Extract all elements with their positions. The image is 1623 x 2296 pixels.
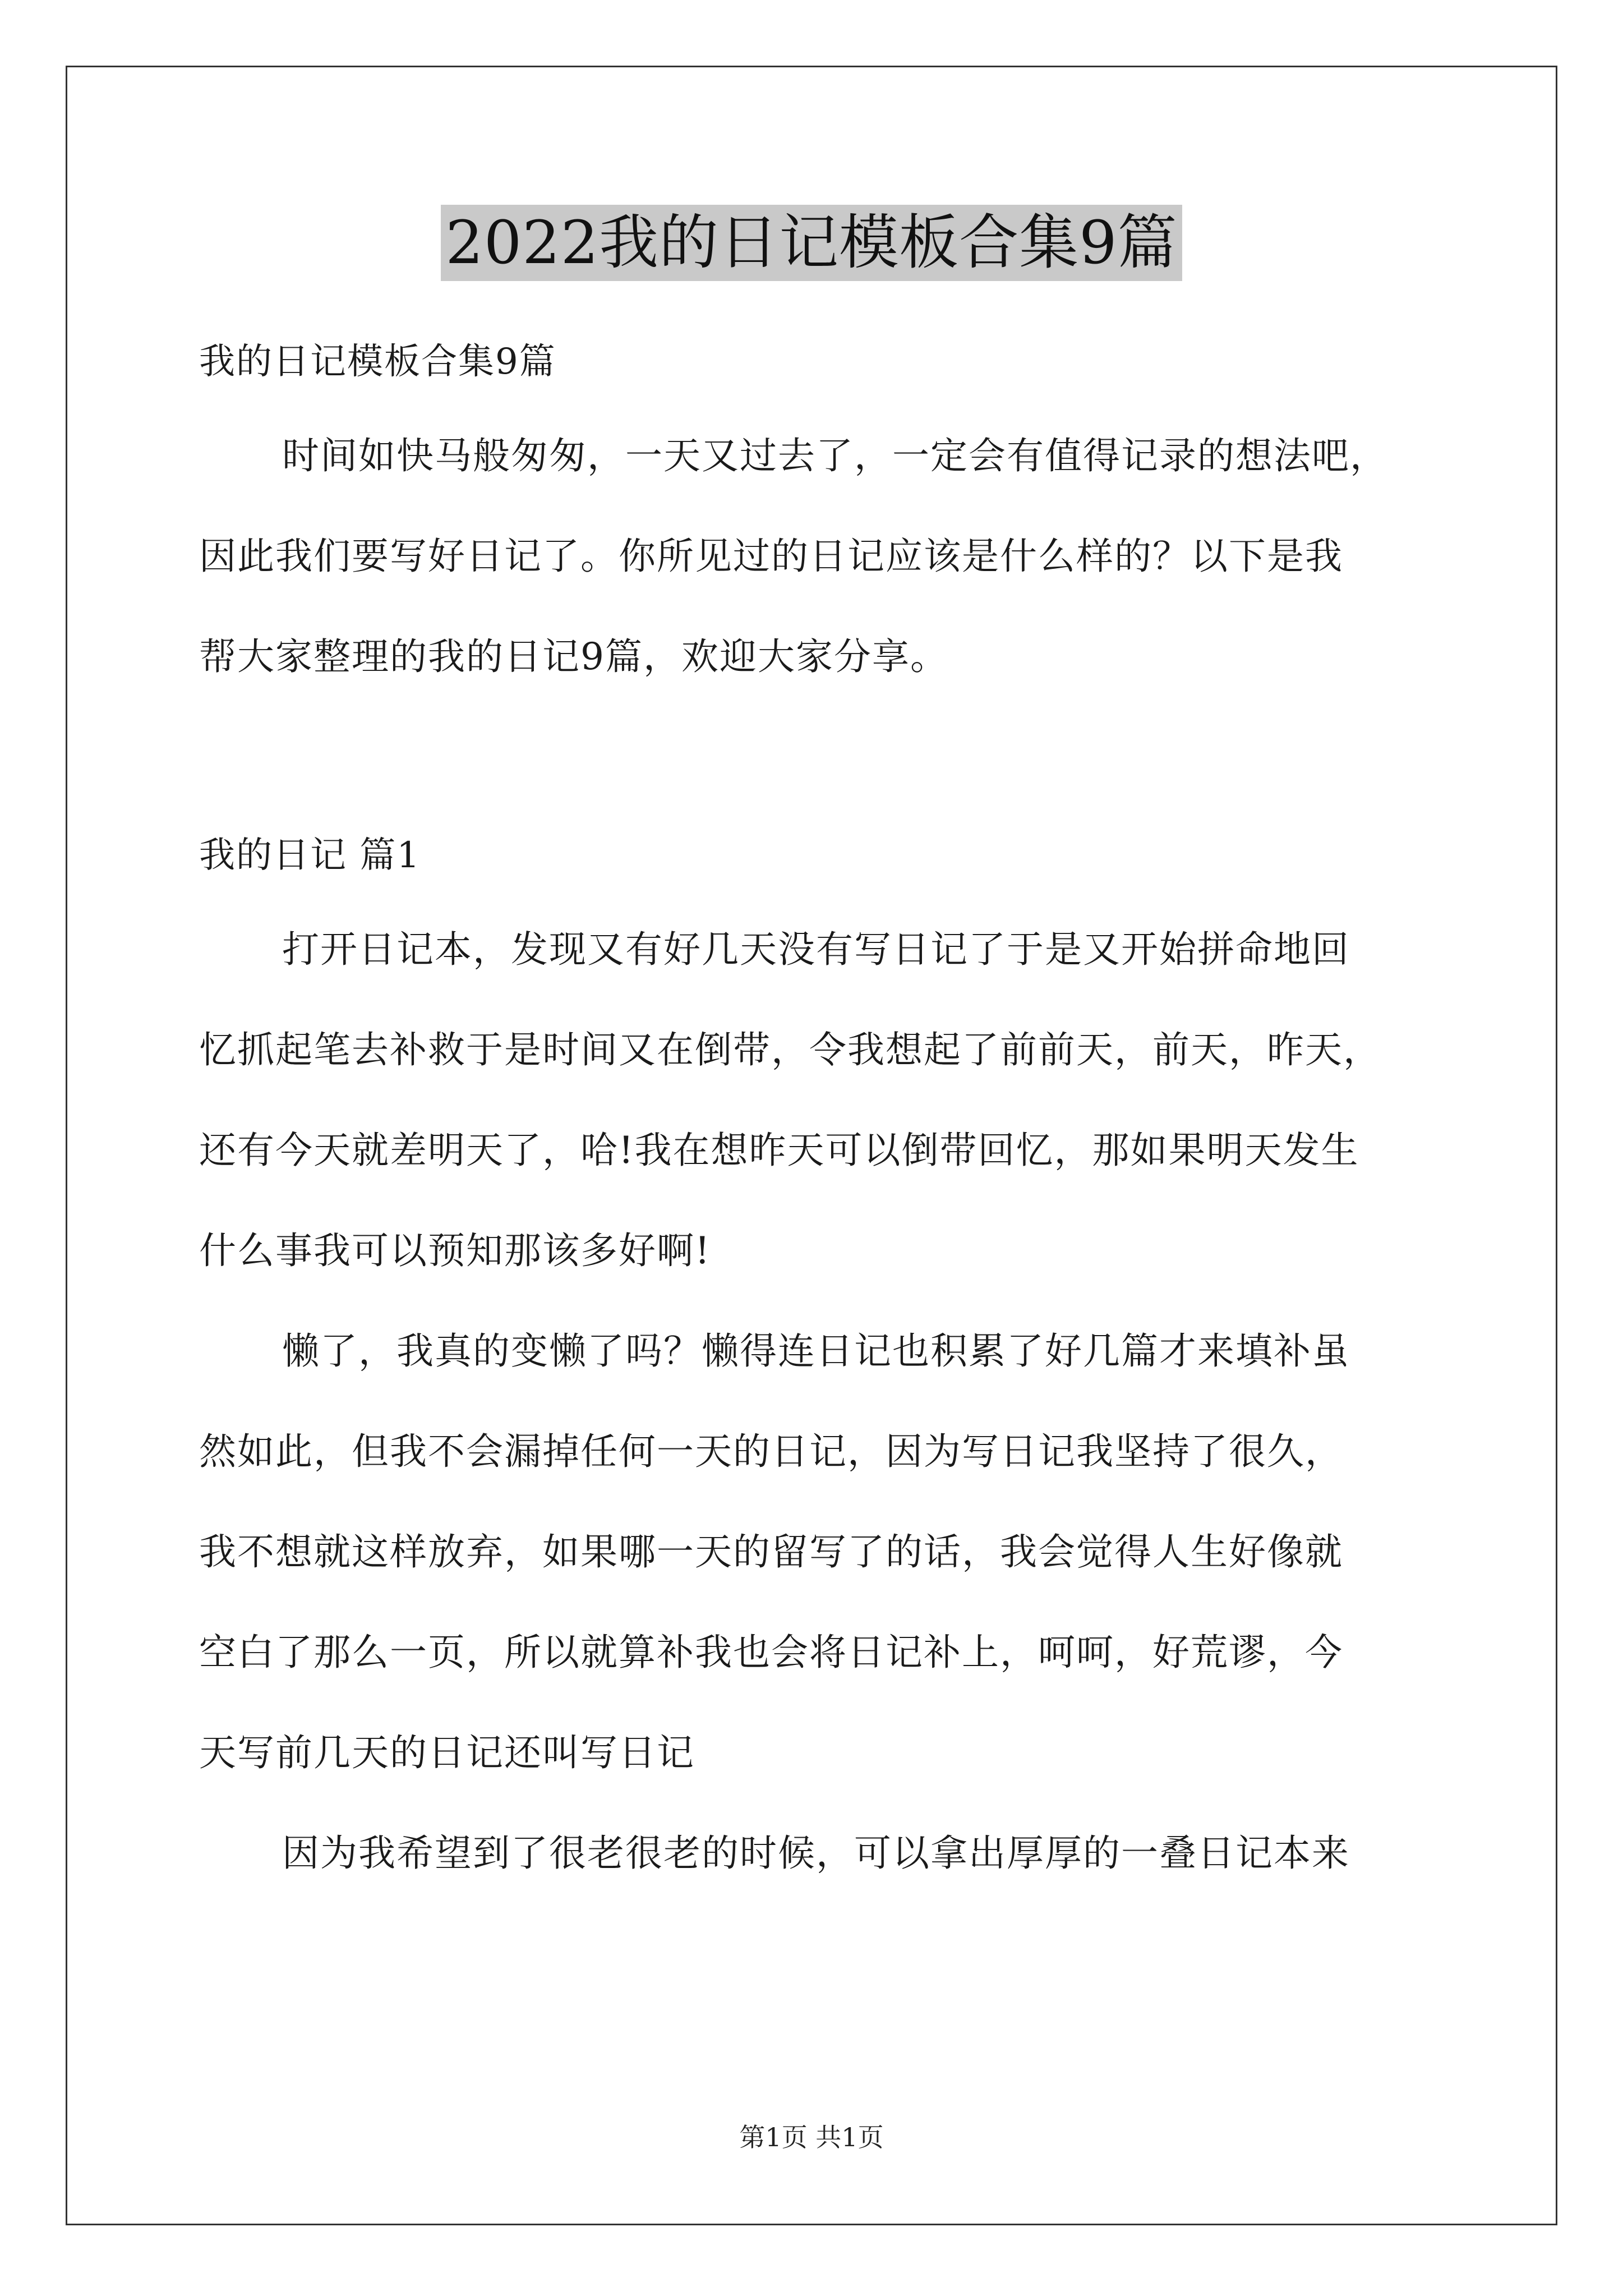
- document-subtitle: 我的日记模板合集9篇: [199, 341, 556, 383]
- document-body: [199, 314, 1433, 1879]
- paragraph-line: 我不想就这样放弃，如果哪一天的留写了的话，我会觉得人生好像就: [199, 1530, 1343, 1573]
- paragraph-line: 因为我希望到了很老很老的时候，可以拿出厚厚的一叠日记本来: [282, 1832, 1350, 1875]
- paragraph-line: 什么事我可以预知那该多好啊!: [199, 1229, 711, 1272]
- paragraph-line: 懒了，我真的变懒了吗？懒得连日记也积累了好几篇才来填补虽: [282, 1329, 1350, 1373]
- body-paragraph: [199, 924, 1433, 1276]
- paragraph-line: 空白了那么一页，所以就算补我也会将日记补上，呵呵，好荒谬，今: [199, 1631, 1343, 1674]
- body-paragraph: [199, 1828, 1433, 1879]
- page-footer: 第1页 共1页: [739, 2122, 884, 2152]
- paragraph-line: 然如此，但我不会漏掉任何一天的日记，因为写日记我坚持了很久，: [199, 1430, 1343, 1473]
- title-container: [0, 205, 1623, 281]
- paragraph-line: 还有今天就差明天了，哈!我在想昨天可以倒带回忆，那如果明天发生: [199, 1129, 1359, 1172]
- intro-paragraph: [199, 431, 1433, 682]
- document-title: 2022我的日记模板合集9篇: [441, 205, 1182, 281]
- intro-line: 帮大家整理的我的日记9篇，欢迎大家分享。: [199, 635, 948, 678]
- section-heading: 我的日记 篇1: [199, 835, 421, 876]
- paragraph-line: 忆抓起笔去补救于是时间又在倒带，令我想起了前前天，前天，昨天，: [199, 1028, 1381, 1071]
- intro-line: 时间如快马般匆匆，一天又过去了，一定会有值得记录的想法吧，: [282, 434, 1388, 477]
- paragraph-line: 打开日记本，发现又有好几天没有写日记了于是又开始拼命地回: [282, 928, 1350, 971]
- paragraph-line: 天写前几天的日记还叫写日记: [199, 1731, 695, 1774]
- body-paragraph: [199, 1326, 1433, 1778]
- intro-line: 因此我们要写好日记了。你所见过的日记应该是什么样的？以下是我: [199, 535, 1343, 578]
